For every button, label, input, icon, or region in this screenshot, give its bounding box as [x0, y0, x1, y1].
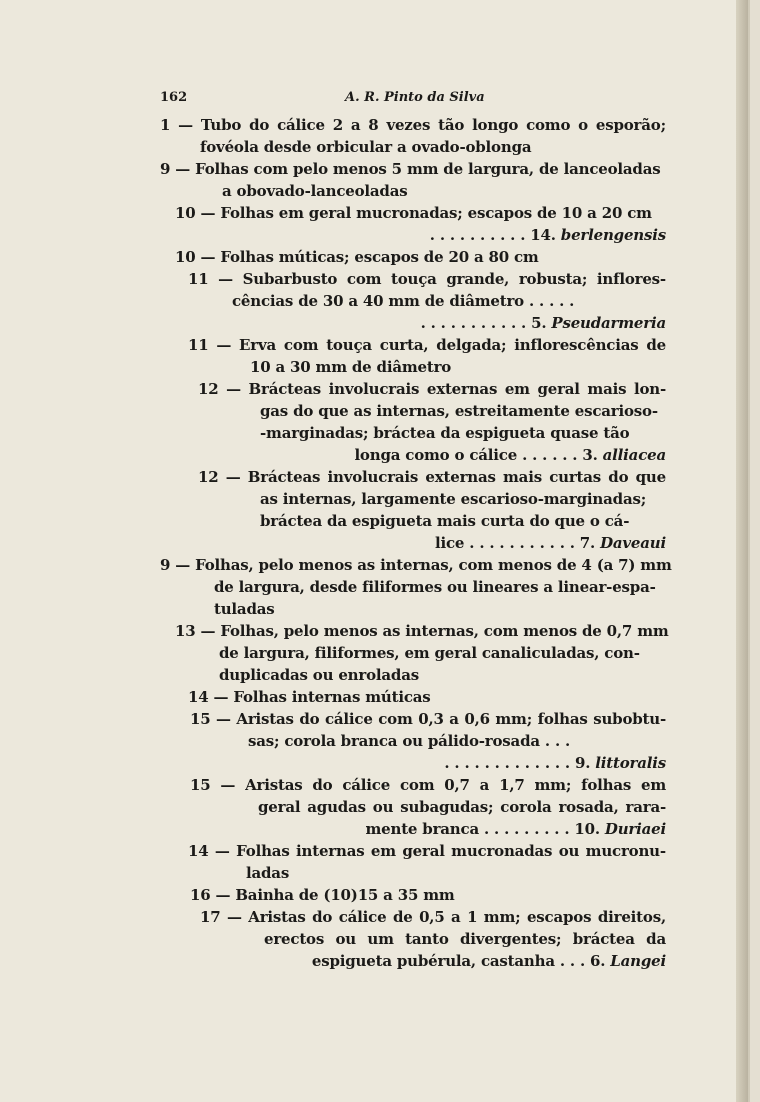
entry-line-leader — [200, 950, 666, 972]
entry-line — [190, 708, 666, 730]
word: como — [526, 116, 571, 134]
leader-dots: . . . . . . . . . . 14. — [429, 226, 556, 244]
word: inflorescências — [514, 336, 639, 354]
word: a — [479, 776, 490, 794]
entry-line: 10 — Folhas em geral mucronadas; escapos de 10 a 20 cm — [175, 204, 652, 222]
word: cálice — [342, 776, 391, 794]
entry-line-leader — [198, 444, 666, 466]
word: com — [283, 336, 319, 354]
key-entry — [175, 202, 666, 246]
word: internas — [296, 842, 365, 860]
word: um — [367, 930, 394, 948]
entry-line: tuladas — [214, 600, 275, 618]
word: 0,3 — [418, 710, 444, 728]
entry-line — [198, 378, 666, 400]
entry-line: 9 — Folhas com pelo menos 5 mm de largura, de lanceoladas — [160, 160, 661, 178]
word: mucronu- — [585, 842, 666, 860]
word: do — [299, 710, 320, 728]
word: 0,6 — [464, 710, 490, 728]
word: em — [370, 842, 396, 860]
taxon-name: berlengensis — [560, 226, 666, 244]
leader-dots: . . . . . . . . . . . 5. — [420, 314, 547, 332]
entry-line — [160, 114, 666, 136]
word: folhas — [581, 776, 632, 794]
word: geral — [258, 798, 301, 816]
entry-line — [200, 906, 666, 928]
word: 8 — [368, 116, 379, 134]
word: rara- — [625, 798, 666, 816]
taxon-name: alliacea — [602, 446, 666, 464]
word: cálice — [324, 710, 373, 728]
key-entry — [175, 620, 669, 686]
key-entry — [160, 158, 666, 202]
entry-line: 16 — Bainha de (10)15 a 35 mm — [190, 886, 455, 904]
word: em — [504, 380, 530, 398]
entry-line — [190, 774, 666, 796]
entry-line: 10 — Folhas múticas; escapos de 20 a 80 cm — [175, 248, 539, 266]
word: cálice — [338, 908, 387, 926]
key-entry — [175, 246, 666, 268]
word: externas — [425, 468, 496, 486]
word: bráctea — [572, 930, 635, 948]
word: 11 — [188, 336, 209, 354]
entry-line — [190, 796, 666, 818]
word: mm; — [534, 776, 572, 794]
word: geral — [537, 380, 580, 398]
taxon-name: littoralis — [595, 754, 666, 772]
word: longo — [472, 116, 519, 134]
word: ou — [335, 930, 356, 948]
word: delgada; — [436, 336, 507, 354]
word: com — [399, 776, 435, 794]
key-entry — [190, 884, 666, 906]
leader-dots: lice . . . . . . . . . . . 7. — [435, 534, 596, 552]
word: — — [218, 270, 233, 288]
entry-line: 14 — Folhas internas múticas — [188, 688, 431, 706]
word: touça — [326, 336, 372, 354]
key-entry — [198, 378, 666, 466]
word: 0,7 — [444, 776, 470, 794]
entry-line: bráctea da espigueta mais curta do que o cá- — [260, 512, 630, 530]
key-entry — [188, 840, 666, 884]
word: curtas — [549, 468, 602, 486]
word: corola — [500, 798, 552, 816]
entry-line: cências de 30 a 40 mm de diâmetro . . . . . — [232, 292, 575, 310]
word: involucrais — [327, 468, 419, 486]
leader-dots: longa como o cálice . . . . . . 3. — [354, 446, 598, 464]
word: Aristas — [248, 908, 306, 926]
word: da — [646, 930, 666, 948]
word: Brácteas — [248, 380, 321, 398]
word: escapos — [526, 908, 592, 926]
word: 17 — [200, 908, 221, 926]
key-entry — [160, 554, 672, 620]
word: subobtu- — [593, 710, 666, 728]
word: 15 — [190, 710, 211, 728]
key-entry — [188, 334, 666, 378]
word: Folhas — [236, 842, 290, 860]
word: mucronadas — [451, 842, 553, 860]
word: o — [578, 116, 588, 134]
word: Brácteas — [247, 468, 321, 486]
entry-line: duplicadas ou enroladas — [219, 666, 419, 684]
word: do — [312, 908, 333, 926]
word: ou — [372, 798, 394, 816]
entry-line — [188, 268, 666, 290]
word: esporão; — [595, 116, 666, 134]
word: tanto — [405, 930, 449, 948]
entry-line — [188, 840, 666, 862]
word: com — [346, 270, 382, 288]
entry-line-leader — [190, 752, 666, 774]
word: 11 — [188, 270, 209, 288]
word: — — [216, 336, 232, 354]
key-entry — [190, 774, 666, 840]
entry-line: de largura, filiformes, em geral canaliculadas, con- — [219, 644, 640, 662]
word: divergentes; — [460, 930, 562, 948]
key-entry — [198, 466, 666, 554]
word: lon- — [633, 380, 666, 398]
word: grande, — [446, 270, 510, 288]
entry-line: de largura, desde filiformes ou lineares a linear-espa- — [214, 578, 656, 596]
entry-line: 13 — Folhas, pelo menos as internas, com menos de 0,7 mm — [175, 622, 669, 640]
leader-dots: espigueta pubérula, castanha . . . 6. — [311, 952, 606, 970]
taxon-name: Duriaei — [604, 820, 666, 838]
word: — — [220, 776, 236, 794]
word: de — [392, 908, 413, 926]
word: 1,7 — [499, 776, 525, 794]
word: do — [608, 468, 629, 486]
entry-line — [198, 466, 666, 488]
page-header — [160, 90, 680, 110]
entry-line-leader — [175, 224, 666, 246]
entry-line: -marginadas; bráctea da espigueta quase tão — [260, 424, 630, 442]
word: com — [378, 710, 413, 728]
word: — — [214, 842, 230, 860]
word: a — [449, 710, 459, 728]
word: a — [350, 116, 361, 134]
key-entry — [188, 268, 666, 334]
word: Aristas — [236, 710, 294, 728]
entry-line-leader — [190, 818, 666, 840]
word: involucrais — [328, 380, 420, 398]
word: em — [640, 776, 666, 794]
entry-line: fovéola desde orbicular a ovado-oblonga — [200, 138, 532, 156]
entry-line: ladas — [246, 864, 290, 882]
entry-line: 10 a 30 mm de diâmetro — [250, 358, 452, 376]
entry-line: as internas, largamente escarioso-marginadas; — [260, 490, 647, 508]
word: Subarbusto — [242, 270, 338, 288]
word: externas — [426, 380, 498, 398]
word: — — [226, 380, 241, 398]
word: que — [635, 468, 666, 486]
taxon-name: Daveaui — [600, 534, 666, 552]
word: de — [646, 336, 666, 354]
entry-line: a obovado-lanceoladas — [222, 182, 408, 200]
word: 14 — [188, 842, 209, 860]
word: — — [226, 908, 242, 926]
page-edge — [736, 0, 748, 1102]
word: do — [249, 116, 270, 134]
word: vezes — [386, 116, 431, 134]
word: inflores- — [596, 270, 666, 288]
word: a — [451, 908, 461, 926]
word: erectos — [264, 930, 325, 948]
entry-line-leader — [188, 312, 666, 334]
word: direitos, — [597, 908, 666, 926]
word: subagudas; — [400, 798, 494, 816]
word: 1 — [160, 116, 171, 134]
word: curta, — [379, 336, 429, 354]
word: 0,5 — [419, 908, 445, 926]
word: touça — [390, 270, 437, 288]
word: 12 — [198, 468, 219, 486]
word: Tubo — [200, 116, 242, 134]
entry-line — [200, 928, 666, 950]
word: mais — [503, 468, 542, 486]
leader-dots: mente branca . . . . . . . . . 10. — [365, 820, 600, 838]
word: mais — [587, 380, 627, 398]
key-entry — [188, 686, 666, 708]
word: 15 — [190, 776, 211, 794]
entry-line: sas; corola branca ou pálido-rosada . . . — [248, 732, 571, 750]
entry-line: gas do que as internas, estreitamente escarioso- — [260, 402, 658, 420]
entry-line — [188, 334, 666, 356]
word: robusta; — [518, 270, 588, 288]
word: mm; — [483, 908, 521, 926]
word: agudas — [307, 798, 366, 816]
entry-line: 9 — Folhas, pelo menos as internas, com menos de 4 (a 7) mm — [160, 556, 672, 574]
word: — — [216, 710, 231, 728]
word: 1 — [467, 908, 478, 926]
word: — — [178, 116, 193, 134]
word: — — [225, 468, 241, 486]
word: rosada, — [558, 798, 619, 816]
entry-line-leader — [198, 532, 666, 554]
running-head: A. R. Pinto da Silva — [345, 90, 485, 105]
word: folhas — [537, 710, 588, 728]
word: ou — [558, 842, 580, 860]
taxon-name: Langei — [610, 952, 666, 970]
leader-dots: . . . . . . . . . . . . . 9. — [444, 754, 591, 772]
word: tão — [438, 116, 465, 134]
key-entry — [200, 906, 666, 972]
word: mm; — [495, 710, 533, 728]
word: 2 — [332, 116, 343, 134]
word: cálice — [277, 116, 325, 134]
word: 12 — [198, 380, 219, 398]
word: do — [312, 776, 333, 794]
key-entry — [160, 114, 666, 158]
word: Aristas — [245, 776, 303, 794]
word: geral — [402, 842, 445, 860]
taxon-name: Pseudarmeria — [551, 314, 666, 332]
key-entry — [190, 708, 666, 774]
page-number: 162 — [160, 90, 188, 105]
word: Erva — [239, 336, 277, 354]
